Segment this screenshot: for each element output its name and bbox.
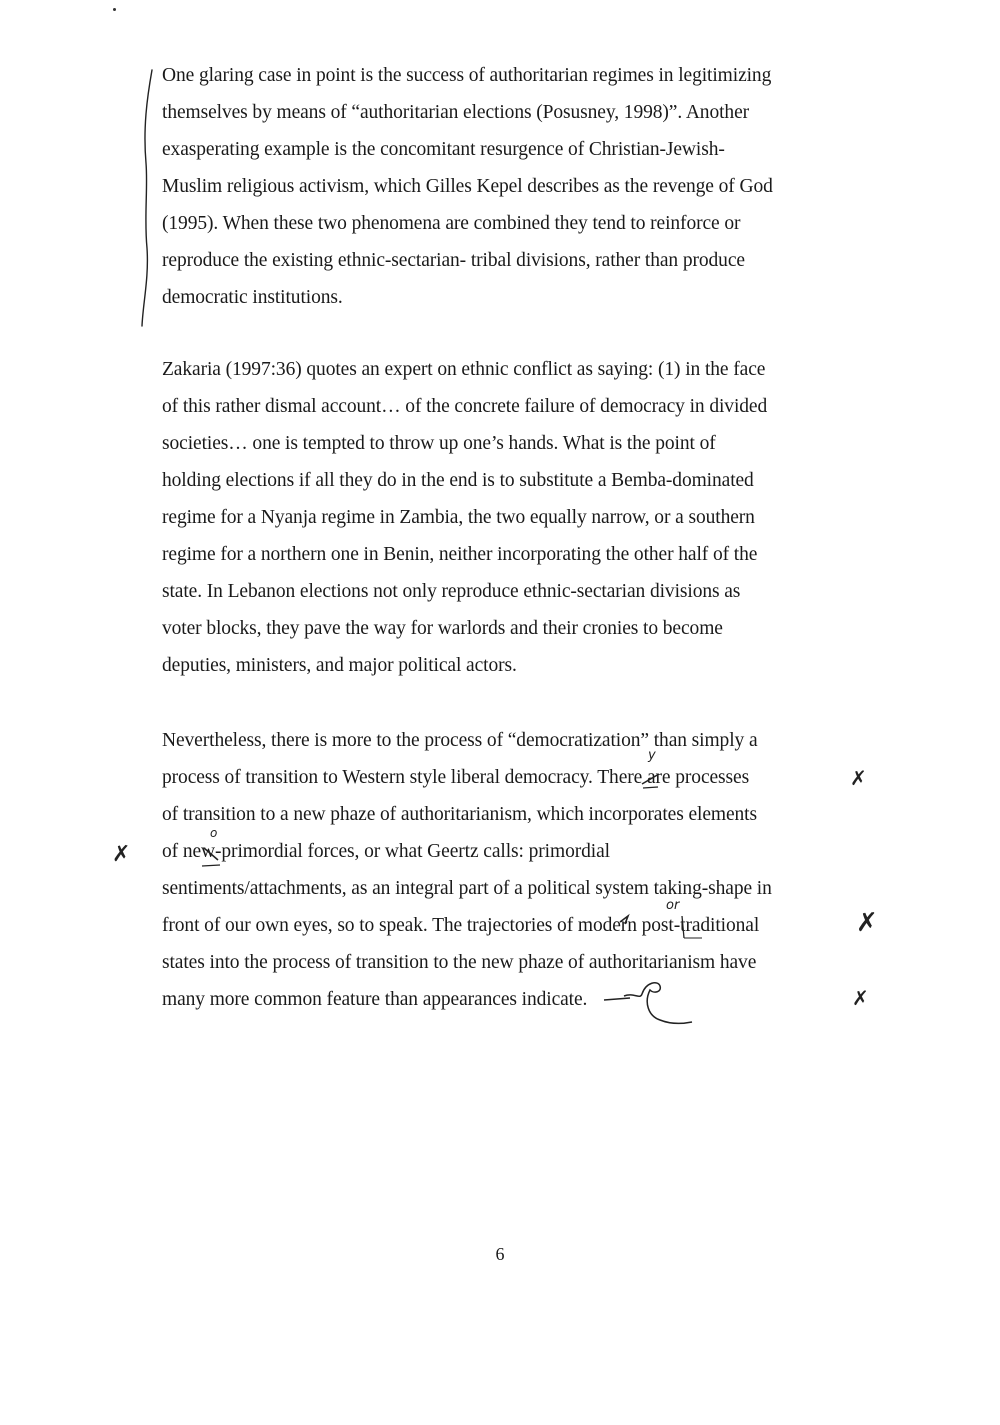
text-line: (1995). When these two phenomena are combined they tend to reinforce or (162, 213, 741, 234)
stray-mark (113, 8, 116, 11)
insert-y-mark: y (648, 748, 656, 763)
text-line: of transition to a new phaze of authoritarianism, which incorporates elements (162, 804, 757, 825)
page-number: 6 (495, 1244, 505, 1264)
text-line: Zakaria (1997:36) quotes an expert on ethnic conflict as saying: (1) in the face (162, 359, 766, 380)
strike-mark (200, 842, 224, 868)
text-line: One glaring case in point is the success of authoritarian regimes in legitimizing (162, 65, 772, 86)
edit-caret-mark (614, 912, 708, 940)
margin-bracket-mark (138, 68, 158, 330)
text-line: state. In Lebanon elections not only reproduce ethnic-sectarian divisions as (162, 581, 741, 602)
text-line: of new-primordial forces, or what Geertz calls: primordial (162, 841, 610, 862)
text-line: holding elections if all they do in the end is to substitute a Bemba-dominated (162, 470, 754, 491)
text-line: regime for a northern one in Benin, neither incorporating the other half of the (162, 544, 758, 565)
text-line: front of our own eyes, so to speak. The trajectories of modern post-traditional (162, 915, 760, 936)
strike-mark (640, 766, 662, 790)
text-line: themselves by means of “authoritarian elections (Posusney, 1998)”. Another (162, 102, 750, 123)
insert-o-mark: o (210, 826, 218, 840)
text-line: exasperating example is the concomitant resurgence of Christian-Jewish- (162, 139, 725, 160)
text-line: of this rather dismal account… of the concrete failure of democracy in divided (162, 396, 768, 417)
text-line: societies… one is tempted to throw up one’s hands. What is the point of (162, 433, 716, 454)
text-line: voter blocks, they pave the way for warlords and their cronies to become (162, 618, 723, 639)
margin-x-mark-right-1: ✗ (850, 766, 867, 790)
margin-x-mark-right-3: ✗ (852, 986, 869, 1010)
margin-x-mark-left: ✗ (112, 842, 131, 867)
text-line: Nevertheless, there is more to the process of “democratization” than simply a (162, 730, 758, 751)
text-line: sentiments/attachments, as an integral part of a political system taking-shape in (162, 878, 772, 899)
margin-x-mark-right-2: ✗ (856, 908, 878, 938)
text-line: deputies, ministers, and major political actors. (162, 655, 517, 676)
text-line: states into the process of transition to the new phaze of authoritarianism have (162, 952, 757, 973)
period-correction-mark (600, 972, 696, 1028)
text-line: democratic institutions. (162, 287, 343, 308)
text-line: process of transition to Western style liberal democracy. There are processes (162, 767, 750, 788)
text-line: many more common feature than appearances indicate. (162, 989, 588, 1010)
text-line: reproduce the existing ethnic-sectarian- tribal divisions, rather than produce (162, 250, 745, 271)
text-line: regime for a Nyanja regime in Zambia, the two equally narrow, or a southern (162, 507, 755, 528)
text-line: Muslim religious activism, which Gilles Kepel describes as the revenge of God (162, 176, 773, 197)
insert-or-mark: or (666, 898, 680, 913)
